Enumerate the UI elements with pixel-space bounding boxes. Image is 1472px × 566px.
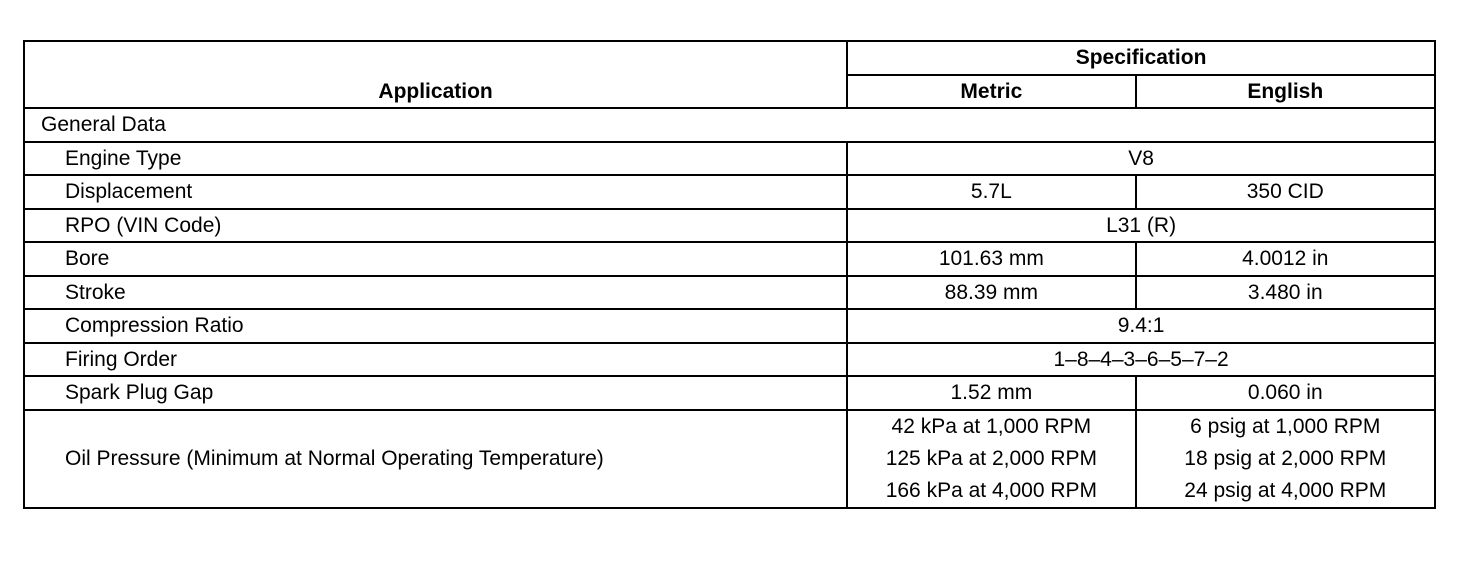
- row-value: L31 (R): [847, 209, 1435, 243]
- table-row: [24, 376, 1435, 410]
- row-english-value: 350 CID: [1136, 175, 1435, 209]
- row-metric-value: 88.39 mm: [847, 276, 1135, 310]
- specification-header: Specification: [847, 41, 1435, 75]
- english-header: English: [1136, 75, 1435, 109]
- table-row: [24, 309, 1435, 343]
- row-label: Displacement: [24, 175, 847, 209]
- table-row: [24, 175, 1435, 209]
- row-label: Firing Order: [24, 343, 847, 377]
- row-english-value: 3.480 in: [1136, 276, 1435, 310]
- row-english-value: 0.060 in: [1136, 376, 1435, 410]
- row-label: Engine Type: [24, 142, 847, 176]
- row-metric-value: 1.52 mm: [847, 376, 1135, 410]
- oil-pressure-english: [1136, 410, 1435, 508]
- oil-pressure-metric: [847, 410, 1135, 508]
- section-general-data: General Data: [24, 108, 1435, 142]
- oil-english-line: 6 psig at 1,000 RPM: [1190, 414, 1381, 438]
- table-row: [24, 142, 1435, 176]
- table-row-oil-pressure: [24, 410, 1435, 508]
- row-metric-value: 101.63 mm: [847, 242, 1135, 276]
- row-label: Spark Plug Gap: [24, 376, 847, 410]
- row-metric-value: 5.7L: [847, 175, 1135, 209]
- oil-metric-line: 125 kPa at 2,000 RPM: [885, 446, 1097, 470]
- row-label: Stroke: [24, 276, 847, 310]
- application-header: Application: [24, 41, 847, 108]
- table-row: [24, 209, 1435, 243]
- row-label: Bore: [24, 242, 847, 276]
- oil-pressure-label: Oil Pressure (Minimum at Normal Operating Temperature): [24, 410, 847, 508]
- table-row: [24, 276, 1435, 310]
- table-row: [24, 242, 1435, 276]
- oil-english-line: 24 psig at 4,000 RPM: [1184, 478, 1387, 502]
- row-value: 1–8–4–3–6–5–7–2: [847, 343, 1435, 377]
- row-value: 9.4:1: [847, 309, 1435, 343]
- row-label: RPO (VIN Code): [24, 209, 847, 243]
- metric-header: Metric: [847, 75, 1135, 109]
- table-row: [24, 343, 1435, 377]
- oil-metric-line: 42 kPa at 1,000 RPM: [891, 414, 1092, 438]
- row-english-value: 4.0012 in: [1136, 242, 1435, 276]
- oil-english-line: 18 psig at 2,000 RPM: [1184, 446, 1387, 470]
- row-value: V8: [847, 142, 1435, 176]
- row-label: Compression Ratio: [24, 309, 847, 343]
- oil-metric-line: 166 kPa at 4,000 RPM: [885, 478, 1097, 502]
- engine-spec-table: [23, 40, 1436, 509]
